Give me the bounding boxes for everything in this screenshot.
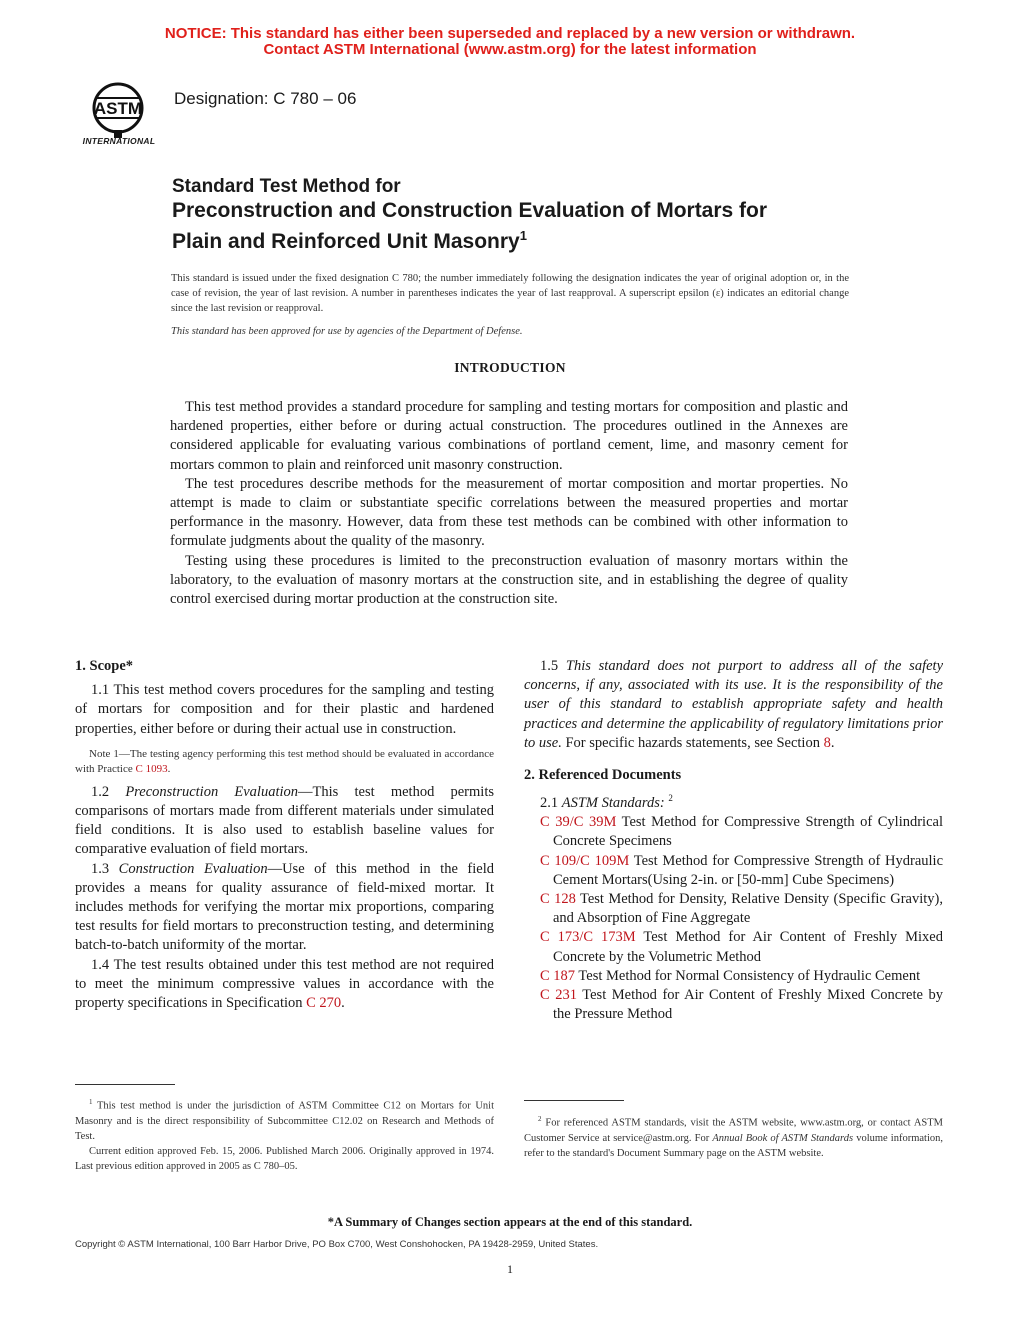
title-footnote-mark[interactable]: 1 <box>519 228 527 243</box>
ref-link-section-8[interactable]: 8 <box>823 734 831 751</box>
scope-heading: 1. Scope* <box>75 658 133 674</box>
ref-code[interactable]: C 187 <box>540 967 576 984</box>
introduction-body <box>170 398 848 609</box>
copyright: Copyright © ASTM International, 100 Barr Harbor Drive, PO Box C700, West Conshohocken, PA 19428-2959, United States. <box>75 1239 599 1250</box>
page-number: 1 <box>507 1262 513 1276</box>
section-1-5: 1.5 This standard does not purport to address all of the safety concerns, if any, associated with its use. It is the responsibility of the user of this standard to establish appropriate safety and health practices and determine the applicability of regulatory limitations prior to use. For specific hazards statements, see Section 8. <box>524 658 944 751</box>
left-column <box>75 657 494 1013</box>
intro-paragraph: The test procedures describe methods for the measurement of mortar composition and mortar properties. No attempt is made to claim or substantiate specific correlations between the measured properties and mortar performance in the masonry. However, data from these test methods can be combined with other information to formulate judgments about the quality of the masonry. <box>170 475 848 550</box>
footnote-rule <box>75 1084 175 1085</box>
reference-item: C 173/C 173M Test Method for Air Content of Freshly Mixed Concrete by the Volumetric Method <box>540 929 943 965</box>
reference-item: C 187 Test Method for Normal Consistency of Hydraulic Cement <box>540 967 921 984</box>
reference-item: C 39/C 39M Test Method for Compressive Strength of Cylindrical Concrete Specimens <box>540 814 943 850</box>
reference-item: C 231 Test Method for Air Content of Freshly Mixed Concrete by the Pressure Method <box>540 987 943 1023</box>
reference-item: C 128 Test Method for Density, Relative Density (Specific Gravity), and Absorption of Fine Aggregate <box>540 891 944 927</box>
section-1-1: 1.1 This test method covers procedures for the sampling and testing of mortars for composition and for their plastic and hardened properties, either before or during their actual use in construction. <box>75 682 494 737</box>
ref-link-c1093[interactable]: C 1093 <box>135 762 168 775</box>
referenced-documents-heading: 2. Referenced Documents <box>524 767 682 784</box>
ref-code[interactable]: C 231 <box>540 987 577 1004</box>
ref-code[interactable]: C 128 <box>540 891 576 908</box>
right-column <box>524 657 943 1024</box>
section-1-3: 1.3 Construction Evaluation—Use of this method in the field provides a means for quality assurance of field-mixed mortar. It includes methods for verifying the mortar mix proportions, comparing test results for field mortars to preconstruction testing, and determining batch-to-batch uniformity of the mortar. <box>75 860 494 954</box>
reference-list <box>524 813 943 1024</box>
introduction-heading: INTRODUCTION <box>454 360 566 375</box>
title-line-1: Standard Test Method for <box>172 176 401 197</box>
notice-line-1: NOTICE: This standard has either been superseded and replaced by a new version or withdrawn. <box>164 25 856 42</box>
reference-item: C 109/C 109M Test Method for Compressive Strength of Hydraulic Cement Mortars(Using 2-in. or [50-mm] Cube Specimens) <box>540 852 943 888</box>
note-1: Note 1—The testing agency performing this test method should be evaluated in accordance with Practice C 1093. <box>75 747 494 775</box>
ref-code[interactable]: C 173/C 173M <box>540 929 636 946</box>
section-2-1: 2.1 ASTM Standards: $^2$ <box>540 793 673 812</box>
section-1-2: 1.2 Preconstruction Evaluation—This test method permits comparisons of mortars made from different materials under simulated field conditions. It is also used to establish baseline values for comparative evaluation of field mortars. <box>75 783 494 858</box>
ref-link-c270[interactable]: C 270 <box>306 995 342 1012</box>
summary-of-changes-note: *A Summary of Changes section appears at the end of this standard. <box>327 1215 693 1229</box>
title-main <box>172 198 872 254</box>
logo-letters: ASTM <box>93 99 143 118</box>
designation: Designation: C 780 – 06 <box>174 89 357 108</box>
notice-line-2: Contact ASTM International (www.astm.org) for the latest information <box>263 41 757 58</box>
ref-code[interactable]: C 109/C 109M <box>540 852 630 869</box>
logo-wordmark: INTERNATIONAL <box>82 136 156 146</box>
title-line-2: Preconstruction and Construction Evaluation of Mortars for <box>172 199 768 222</box>
footnote-1: $^1$ This test method is under the jurisdiction of ASTM Committee C12 on Mortars for Unit Masonry and is the direct responsibility of Subcommittee C12.02 on Research and Methods of Test. Current edition approved Feb. 15, 2006. Published March 2006. Originally approved in 1974. Last previous edition approved in 2005 as C 780–05. <box>75 1098 495 1172</box>
footnote-2: $^2$ For referenced ASTM standards, visit the ASTM website, www.astm.org, or contact ASTM Customer Service at service@astm.org. For Annual Book of ASTM Standards volume information, refer to the standard's Document Summary page on the ASTM website. <box>524 1115 943 1159</box>
intro-paragraph: This test method provides a standard procedure for sampling and testing mortars for composition and plastic and hardened properties, either before or during actual construction. The procedures outlined in the Annexes are considered applicable for evaluating various combinations of portland cement, lime, and masonry cement for mortars common to plain and reinforced unit masonry construction. <box>170 399 848 473</box>
intro-paragraph: Testing using these procedures is limited to the preconstruction evaluation of masonry mortars within the laboratory, to the evaluation of masonry mortars at the construction site, and in establishing the degree of quality control exercised during mortar production at the construction site. <box>170 552 848 608</box>
notice-banner <box>0 26 1020 58</box>
footnote-rule <box>524 1100 624 1101</box>
title-line-3: Plain and Reinforced Unit Masonry <box>172 230 520 253</box>
section-1-4: 1.4 The test results obtained under this test method are not required to meet the minimum compressive values in accordance with the property specifications in Specification C 270. <box>75 956 494 1012</box>
issuance-statement: This standard is issued under the fixed designation C 780; the number immediately following the designation indicates the year of original adoption or, in the case of revision, the year of last revision. A number in parentheses indicates the year of last reapproval. A superscript epsilon (ε) indicates an editorial change since the last revision or reapproval. <box>171 273 849 314</box>
dod-approval: This standard has been approved for use by agencies of the Department of Defense. <box>171 326 523 337</box>
ref-code[interactable]: C 39/C 39M <box>540 814 617 831</box>
